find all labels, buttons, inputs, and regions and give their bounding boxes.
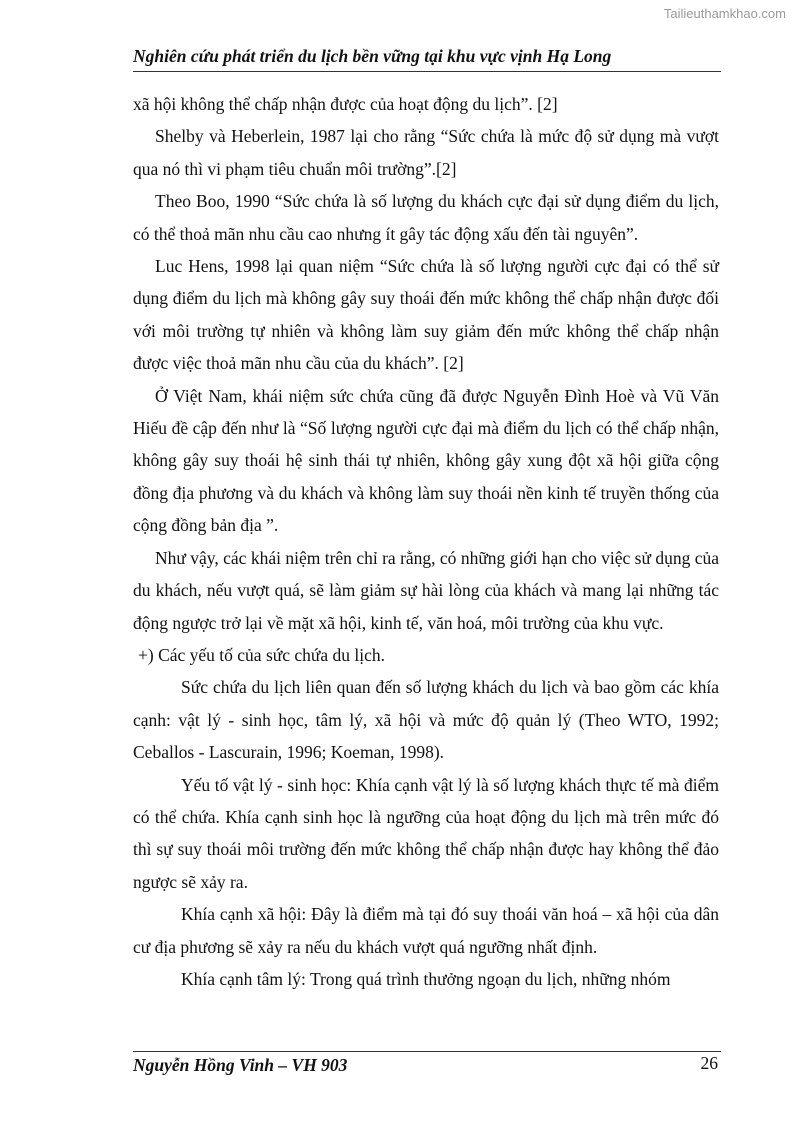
- section-heading: +) Các yếu tố của sức chứa du lịch.: [138, 644, 386, 665]
- header-divider: [133, 71, 721, 72]
- paragraph: Theo Boo, 1990 “Sức chứa là số lượng du khách cực đại sử dụng điểm du lịch, có thể thoả mãn nhu cầu cao nhưng ít gây tác động xấu đến tài nguyên”.: [133, 191, 719, 244]
- paragraph: Như vậy, các khái niệm trên chỉ ra rằng, có những giới hạn cho việc sử dụng của du khách, nếu vượt quá, sẽ làm giảm sự hài lòng của khách và mang lại những tác động ngược trở lại về mặt xã hội, kinh tế, văn hoá, môi trường của khu vực.: [133, 547, 719, 633]
- paragraph: Yếu tố vật lý - sinh học: Khía cạnh vật lý là số lượng khách thực tế mà điểm có thể chứa. Khía cạnh sinh học là ngưỡng của hoạt động du lịch mà trên mức đó thì sự suy thoái môi trường đến mức không thể chấp nhận được hay không thể đảo ngược sẽ xảy ra.: [133, 774, 719, 892]
- paragraph: Ở Việt Nam, khái niệm sức chứa cũng đã được Nguyễn Đình Hoè và Vũ Văn Hiếu đề cập đến như là “Số lượng người cực đại mà điểm du lịch có thể chấp nhận, không gây suy thoái hệ sinh thái tự nhiên, không gây xung đột xã hội giữa cộng đồng địa phương và du khách và không làm suy thoái nền kinh tế truyền thống của cộng đồng bản địa ”.: [133, 385, 719, 536]
- page-header-title: Nghiên cứu phát triển du lịch bền vững tại khu vực vịnh Hạ Long: [133, 46, 612, 66]
- footer-divider: [133, 1051, 721, 1052]
- paragraph: Khía cạnh xã hội: Đây là điểm mà tại đó suy thoái văn hoá – xã hội của dân cư địa phương sẽ xảy ra nếu du khách vượt quá ngưỡng nhất định.: [133, 904, 719, 957]
- page-number: 26: [700, 1053, 718, 1073]
- page-body: [133, 88, 719, 995]
- watermark: Tailieuthamkhao.com: [663, 6, 786, 21]
- paragraph: Sức chứa du lịch liên quan đến số lượng khách du lịch và bao gồm các khía cạnh: vật lý - sinh học, tâm lý, xã hội và mức độ quản lý (Theo WTO, 1992; Ceballos - Lascurain, 1996; Koeman, 1998).: [133, 677, 719, 763]
- footer-author: Nguyễn Hồng Vinh – VH 903: [133, 1055, 348, 1075]
- paragraph: xã hội không thể chấp nhận được của hoạt động du lịch”. [2]: [133, 94, 558, 114]
- paragraph: Luc Hens, 1998 lại quan niệm “Sức chứa là số lượng người cực đại có thể sử dụng điểm du lịch mà không gây suy thoái đến mức không thể chấp nhận được đối với môi trường tự nhiên và không làm suy giảm đến mức không thể chấp nhận được việc thoả mãn nhu cầu của du khách”. [2]: [133, 256, 719, 374]
- paragraph: Khía cạnh tâm lý: Trong quá trình thưởng ngoạn du lịch, những nhóm: [181, 968, 671, 989]
- paragraph: Shelby và Heberlein, 1987 lại cho rằng “Sức chứa là mức độ sử dụng mà vượt qua nó thì vi phạm tiêu chuẩn môi trường”.[2]: [133, 126, 719, 179]
